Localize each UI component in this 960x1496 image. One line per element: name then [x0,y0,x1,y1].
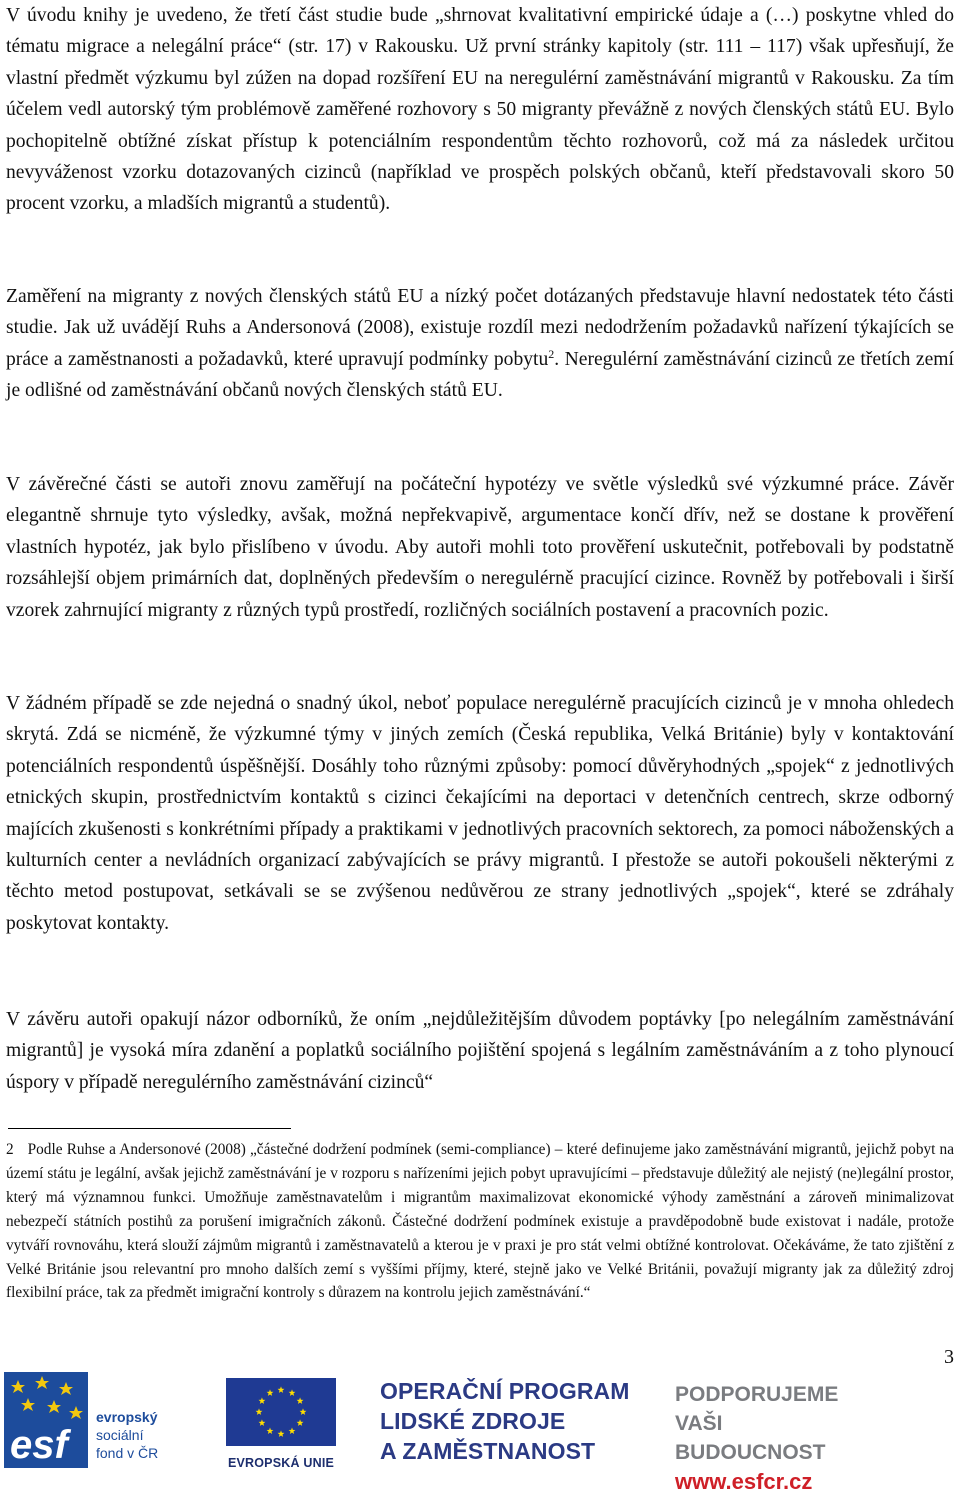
paragraph-4: V žádném případě se zde nejedná o snadný úkol, neboť populace neregulérně pracujících cizinců je v mnoha ohledech skrytá. Zdá se nicméně, že výzkumné týmy v jiných zemích (Česká republika, Velká Británie) byly v kontaktování potenciálních respondentů úspěšnější. Dosáhly toho různými způsoby: pomocí důvěryhodných „spojek“ z jednotlivých etnických skupin, prostřednictvím kontaktů s cizinci čekajícími na deportaci v detenčních centrech, skrze odborný majících zkušenosti s konkrétními případy a praktikami v jednotlivých pracovních sektorech, za pomoci náboženských a kulturních center a nevládních organizací zabývajících se právy migrantů. I přestože se autoři pokoušeli některými z těchto metod postupovat, setkávali se se zvýšenou nedůvěrou ze strany jednotlivých „spojek“, které se zdráhaly poskytovat kontakty. [6,693,954,934]
footnote-number: 2 [6,1141,14,1158]
esf-line-2: sociální [96,1427,144,1443]
support-line-1: PODPORUJEME [675,1383,839,1406]
paragraph-2 [6,281,954,407]
eu-flag-icon [192,1378,370,1448]
footnote-reference[interactable]: 2 [548,346,555,361]
esf-line-1: evropský [96,1409,158,1425]
op-line-3: A ZAMĚSTNANOST [380,1438,596,1464]
paragraph-2-text-continued: . Neregulérní zaměstnávání cizinců ze třetích zemí je odlišné od zaměstnávání občanů nových členských států EU. [6,348,954,402]
footnote-separator [8,1128,291,1129]
op-line-1: OPERAČNÍ PROGRAM [380,1378,630,1404]
logo-bar [0,1372,960,1494]
paragraph-2-text: Zaměření na migranty z nových členských států EU a nízký počet dotázaných představuje hlavní nedostatek této části studie. Jak už uvádějí Ruhs a Andersonová (2008), existuje rozdíl mezi nedodržením požadavků nařízení týkajících se práce a zaměstnanosti a požadavků, které upravují podmínky pobytu [6,286,954,370]
esf-logo [4,1372,186,1468]
footnote-text: Podle Ruhse a Andersonové (2008) „částečné dodržení podmínek (semi-compliance) – které definujeme jako zaměstnávání migrantů, jejichž pobyt na území státu je legální, avšak jejichž zaměstnávání je v rozporu s nařízeními jejich pobyt upravujícími – představuje důležitý ale nejistý (ne)legální prostor, který má významnou funkci. Umožňuje zaměstnavatelům i migrantům maximalizovat ekonomické výhody zaměstnání a zároveň minimalizovat nebezpečí státních postihů za porušení imigračních zákonů. Částečné dodržení podmínek existuje a pravděpodobně bude existovat i nadále, protože vytváří rovnováhu, která slouží zájmům migrantů i zaměstnavatelů a kterou je v praxi je pro stát velmi obtížné kontrolovat. Očekáváme, že tato zjištění z Velké Británie jsou relevantní pro mnoho dalších zemí s vyššími příjmy, které, stejně jako ve Velké Británii, považují migranty jak za důležitý zdroj flexibilní práce, tak za předmět imigrační kontroly s důrazem na kontrolu jejich zaměstnávání.“ [6,1141,954,1302]
paragraph-5: V závěru autoři opakují názor odborníků, že oním „nejdůležitějším důvodem poptávky [po nelegálním zaměstnávání migrantů] je vysoká míra zdanění a poplatků sociálního pojištění spojená s legálním zaměstnáváním a z toho plynoucí úspory v případě neregulérního zaměstnávání cizinců“ [6,1009,954,1093]
support-logo [675,1380,875,1494]
eu-logo [192,1378,370,1470]
page-number: 3 [944,1346,954,1368]
esf-logo-graphic [4,1372,186,1468]
support-line-2: VAŠI BUDOUCNOST [675,1412,826,1464]
op-line-2: LIDSKÉ ZDROJE [380,1408,566,1434]
paragraph-3: V závěrečné části se autoři znovu zaměřují na počáteční hypotézy ve světle výsledků své výzkumné práce. Závěr elegantně shrnuje tyto výsledky, avšak, možná nepřekvapivě, argumentace končí dřív, než se dostane k prověření vlastních hypotéz, jak bylo přislíbeno v úvodu. Aby autoři mohli toto prověření uskutečnit, potřebovali by podstatně rozsáhlejší objem primárních dat, doplněných především o neregulérně pracující cizince. Rovněž by potřebovali i širší vzorek zahrnující migranty z různých typů prostředí, rozličných sociálních postavení a pracovních pozic. [6,474,954,621]
op-logo [380,1376,655,1470]
eu-label: EVROPSKÁ UNIE [227,1456,335,1470]
support-web-link[interactable]: www.esfcr.cz [675,1469,813,1494]
esf-mark: esf [10,1423,68,1467]
paragraph-1: V úvodu knihy je uvedeno, že třetí část studie bude „shrnovat kvalitativní empirické údaje a (…) poskytne vhled do tématu migrace a nelegální práce“ (str. 17) v Rakousku. Už první stránky kapitoly (str. 111 – 117) však upřesňují, že vlastní předmět výzkumu byl zúžen na dopad rozšíření EU na neregulérní zaměstnávání migrantů v Rakousku. Za tím účelem vedl autorský tým problémově zaměřené rozhovory s 50 migranty převážně z nových členských států EU. Bylo pochopitelně obtížné získat přístup k potenciálním respondentům těchto rozhovorů, což má za následek určitou nevyváženost vzorku dotazovaných cizinců (například ve prospěch polských občanů, kteří představovali skoro 50 procent vzorku, a mladších migrantů a studentů). [6,5,954,215]
esf-line-3: fond v ČR [96,1445,159,1461]
footnote [6,1138,954,1305]
